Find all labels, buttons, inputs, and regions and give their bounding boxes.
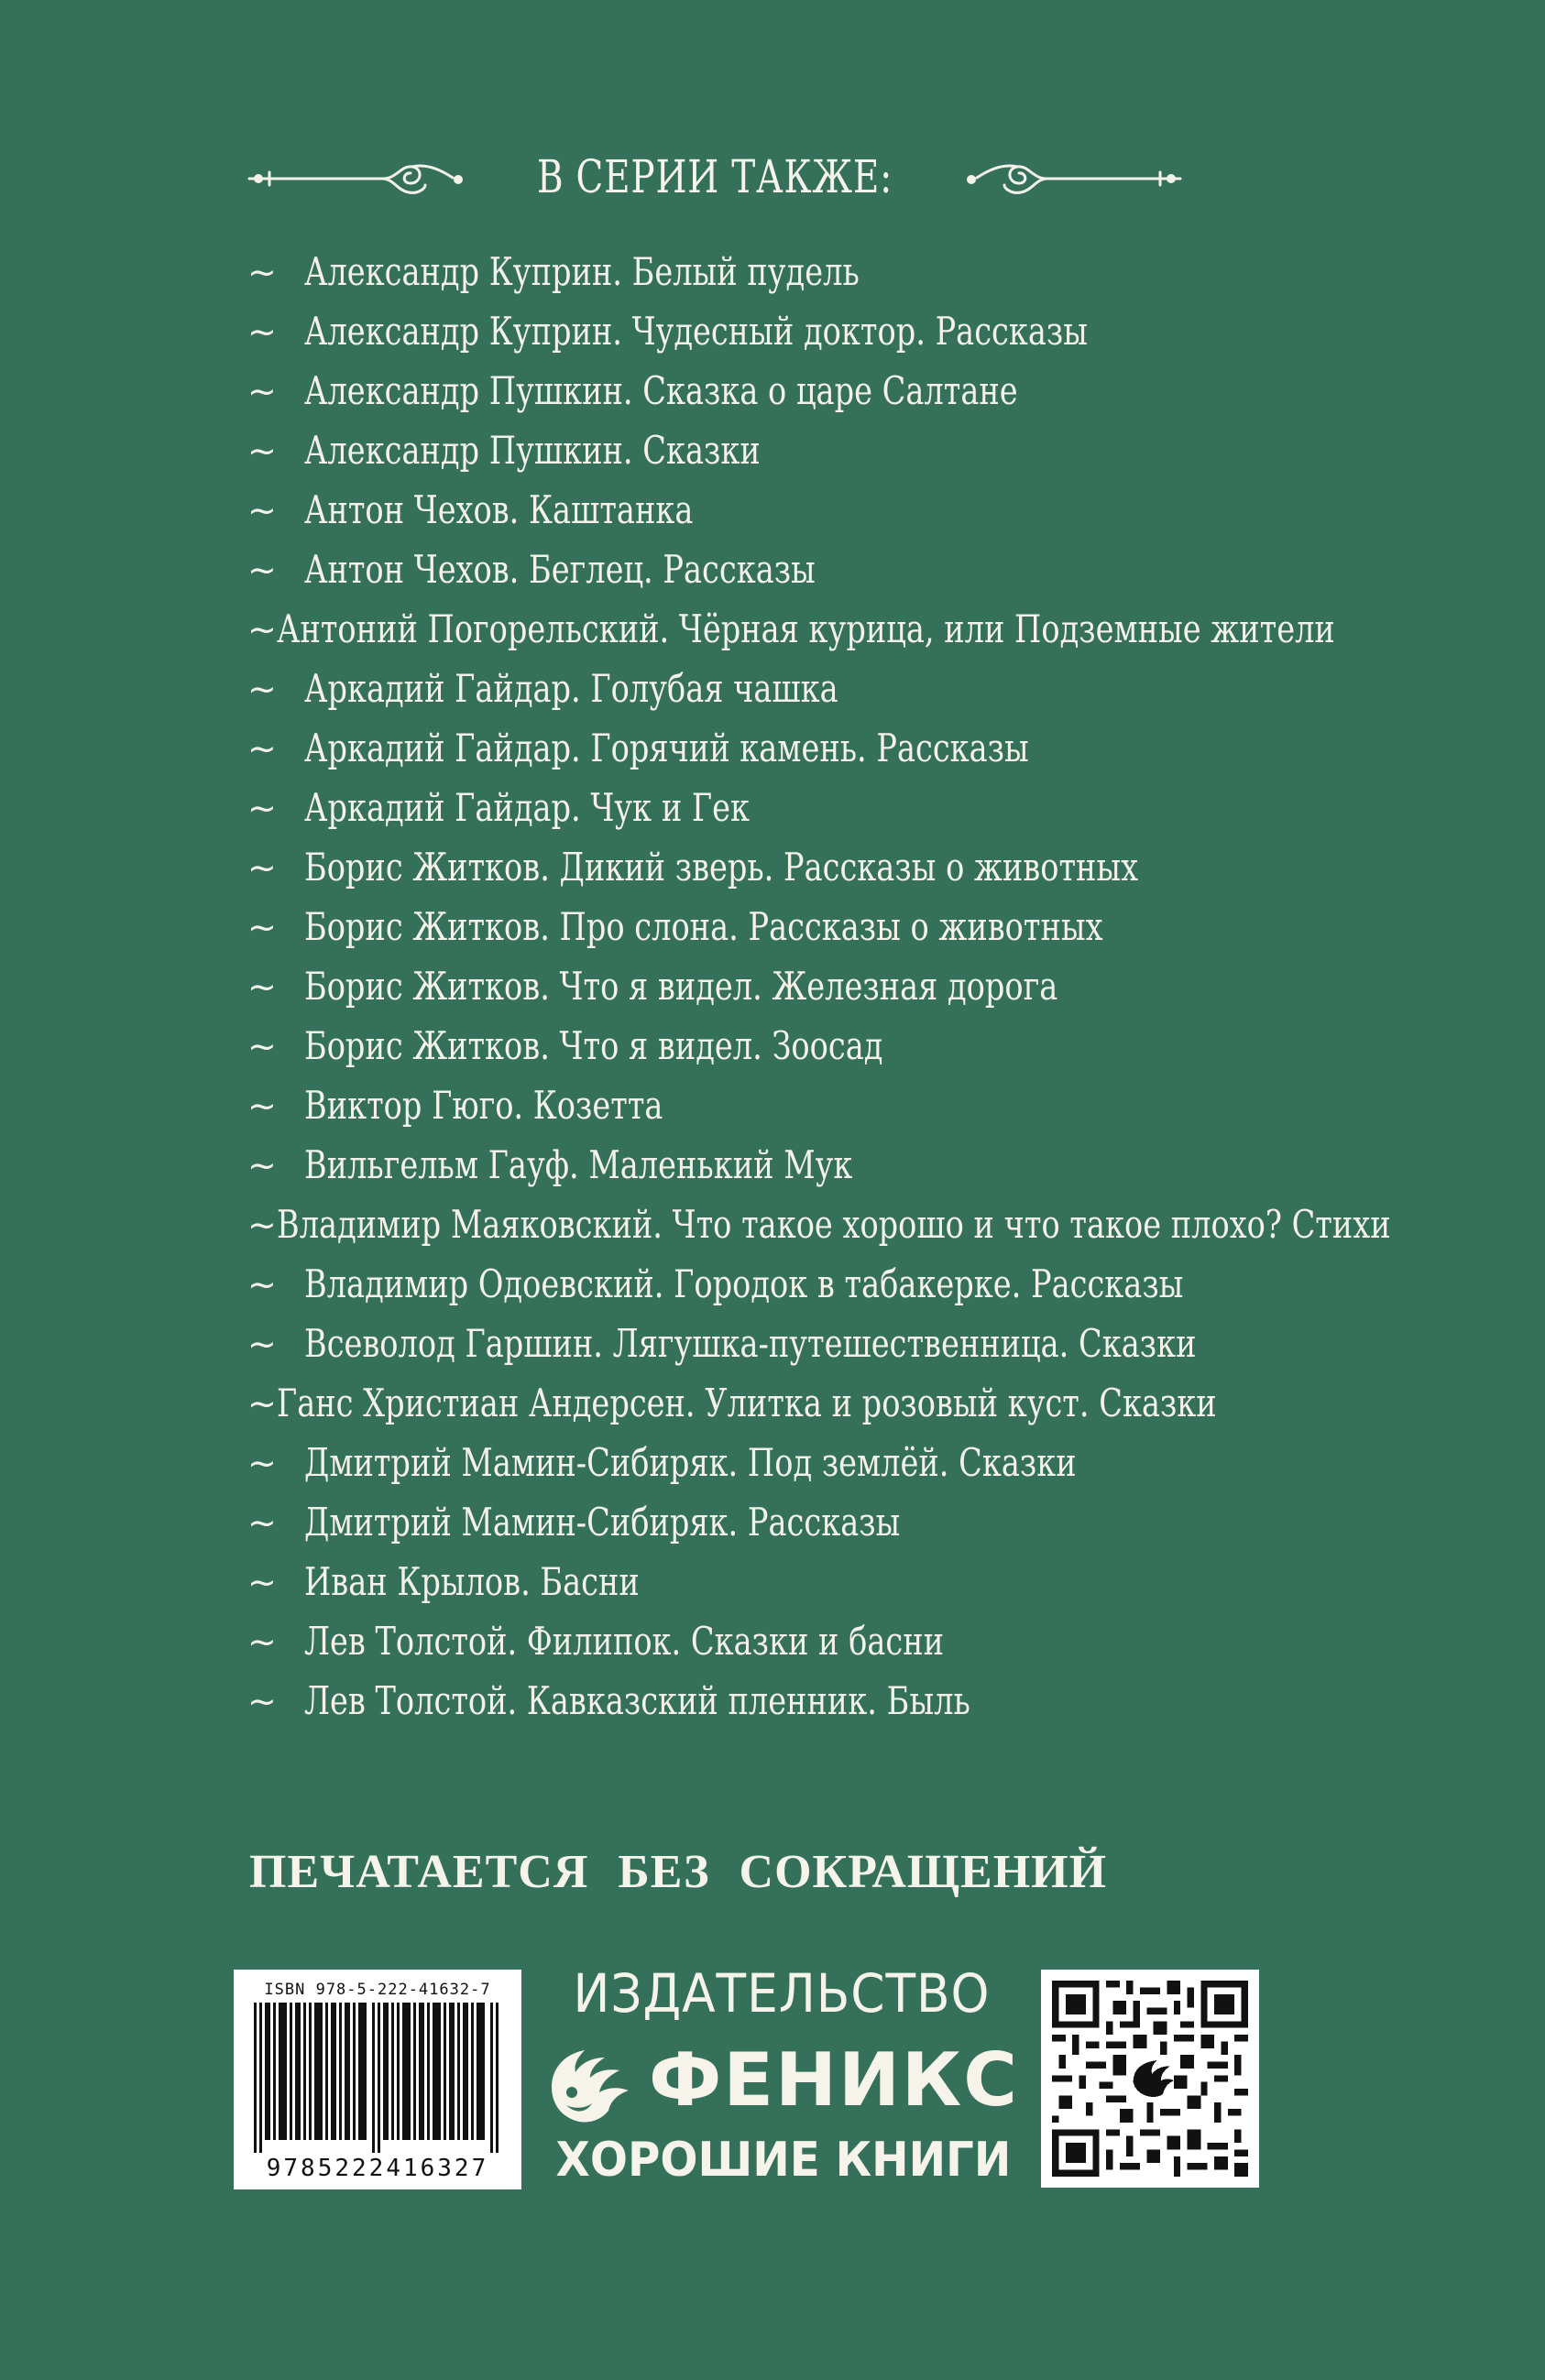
tilde-bullet: ~ <box>247 846 277 888</box>
publisher-brand: ФЕНИКС <box>649 2037 1019 2123</box>
flourish-right-icon <box>964 158 1184 200</box>
book-title: Владимир Маяковский. Что такое хорошо и что такое плохо? Стихи <box>276 1202 1391 1247</box>
list-item <box>247 659 1439 718</box>
series-header <box>0 137 1545 220</box>
list-item <box>247 420 1439 480</box>
book-title: Борис Житков. Что я видел. Железная дорога <box>304 964 1058 1009</box>
qr-code <box>1041 1970 1259 2188</box>
flourish-left-icon <box>246 158 466 200</box>
book-title: Всеволод Гаршин. Лягушка-путешественница. Сказки <box>304 1321 1197 1366</box>
tilde-bullet: ~ <box>247 608 277 650</box>
list-item <box>247 1314 1439 1373</box>
book-title: Дмитрий Мамин-Сибиряк. Под землёй. Сказки <box>304 1440 1077 1485</box>
tilde-bullet: ~ <box>247 1204 277 1245</box>
book-title: Иван Крылов. Басни <box>304 1559 640 1604</box>
list-item <box>247 540 1439 599</box>
book-title: Борис Житков. Про слона. Рассказы о животных <box>304 904 1103 949</box>
book-title: Александр Куприн. Чудесный доктор. Рассказы <box>304 309 1088 354</box>
book-title: Лев Толстой. Филипок. Сказки и басни <box>304 1619 944 1664</box>
book-title: Дмитрий Мамин-Сибиряк. Рассказы <box>304 1500 901 1545</box>
list-item <box>247 1492 1439 1552</box>
tilde-bullet: ~ <box>247 430 277 471</box>
list-item <box>247 1671 1439 1730</box>
tilde-bullet: ~ <box>247 1561 277 1602</box>
tilde-bullet: ~ <box>247 370 277 411</box>
tilde-bullet: ~ <box>247 1382 277 1424</box>
book-title: Антоний Погорельский. Чёрная курица, или Подземные жители <box>276 606 1335 651</box>
barcode-bars-icon <box>254 2003 501 2153</box>
tilde-bullet: ~ <box>247 251 277 292</box>
publisher-block <box>539 1962 1034 2200</box>
list-item <box>247 1016 1439 1075</box>
book-title: Александр Пушкин. Сказка о царе Салтане <box>304 368 1018 413</box>
tilde-bullet: ~ <box>247 668 277 709</box>
book-title: Антон Чехов. Каштанка <box>304 487 694 532</box>
tilde-bullet: ~ <box>247 549 277 590</box>
tilde-bullet: ~ <box>247 1263 277 1305</box>
book-title: Александр Куприн. Белый пудель <box>304 249 860 294</box>
list-item <box>247 718 1439 778</box>
tilde-bullet: ~ <box>247 1680 277 1721</box>
tilde-bullet: ~ <box>247 1442 277 1483</box>
book-title: Антон Чехов. Беглец. Рассказы <box>304 547 816 592</box>
book-title: Лев Толстой. Кавказский пленник. Быль <box>304 1678 970 1723</box>
unabridged-notice: ПЕЧАТАЕТСЯ БЕЗ СОКРАЩЕНИЙ <box>249 1846 1108 1898</box>
list-item <box>247 1195 1439 1254</box>
tilde-bullet: ~ <box>247 906 277 947</box>
publisher-label: ИЗДАТЕЛЬСТВО <box>573 1962 991 2025</box>
tilde-bullet: ~ <box>247 1621 277 1662</box>
book-title: Борис Житков. Дикий зверь. Рассказы о животных <box>304 845 1139 890</box>
list-item <box>247 1611 1439 1671</box>
isbn-barcode <box>234 1970 521 2189</box>
list-item <box>247 599 1439 659</box>
book-title: Аркадий Гайдар. Чук и Гек <box>304 785 751 830</box>
tilde-bullet: ~ <box>247 966 277 1007</box>
list-item <box>247 1552 1439 1611</box>
list-item <box>247 1075 1439 1135</box>
book-title: Аркадий Гайдар. Голубая чашка <box>304 666 838 711</box>
ean-number: 9785222416327 <box>266 2155 489 2182</box>
list-item <box>247 301 1439 361</box>
phoenix-icon <box>544 2041 636 2129</box>
book-title: Вильгельм Гауф. Маленький Мук <box>304 1142 853 1187</box>
list-item <box>247 1254 1439 1314</box>
book-title: Виктор Гюго. Козетта <box>304 1083 663 1128</box>
tilde-bullet: ~ <box>247 489 277 530</box>
isbn-text: ISBN 978-5-222-41632-7 <box>264 1981 491 1999</box>
series-book-list <box>247 242 1439 1730</box>
tilde-bullet: ~ <box>247 1323 277 1364</box>
list-item <box>247 361 1439 420</box>
tilde-bullet: ~ <box>247 1501 277 1543</box>
tilde-bullet: ~ <box>247 1144 277 1185</box>
list-item <box>247 897 1439 956</box>
book-title: Аркадий Гайдар. Горячий камень. Рассказы <box>304 726 1029 770</box>
tilde-bullet: ~ <box>247 311 277 352</box>
book-title: Александр Пушкин. Сказки <box>304 428 761 473</box>
tilde-bullet: ~ <box>247 1085 277 1126</box>
tilde-bullet: ~ <box>247 727 277 769</box>
list-item <box>247 1135 1439 1195</box>
publisher-slogan: ХОРОШИЕ КНИГИ <box>555 2133 1012 2188</box>
tilde-bullet: ~ <box>247 1025 277 1066</box>
list-item <box>247 956 1439 1016</box>
list-item <box>247 1433 1439 1492</box>
list-item <box>247 242 1439 301</box>
list-item <box>247 480 1439 540</box>
list-item <box>247 837 1439 897</box>
list-item <box>247 778 1439 837</box>
list-item <box>247 1373 1439 1433</box>
book-title: Владимир Одоевский. Городок в табакерке. Рассказы <box>304 1261 1184 1306</box>
tilde-bullet: ~ <box>247 787 277 828</box>
book-title: Борис Житков. Что я видел. Зоосад <box>304 1023 883 1068</box>
book-title: Ганс Христиан Андерсен. Улитка и розовый куст. Сказки <box>276 1381 1217 1425</box>
series-title: В СЕРИИ ТАКЖЕ: <box>536 150 893 203</box>
qr-code-icon <box>1052 1981 1248 2177</box>
